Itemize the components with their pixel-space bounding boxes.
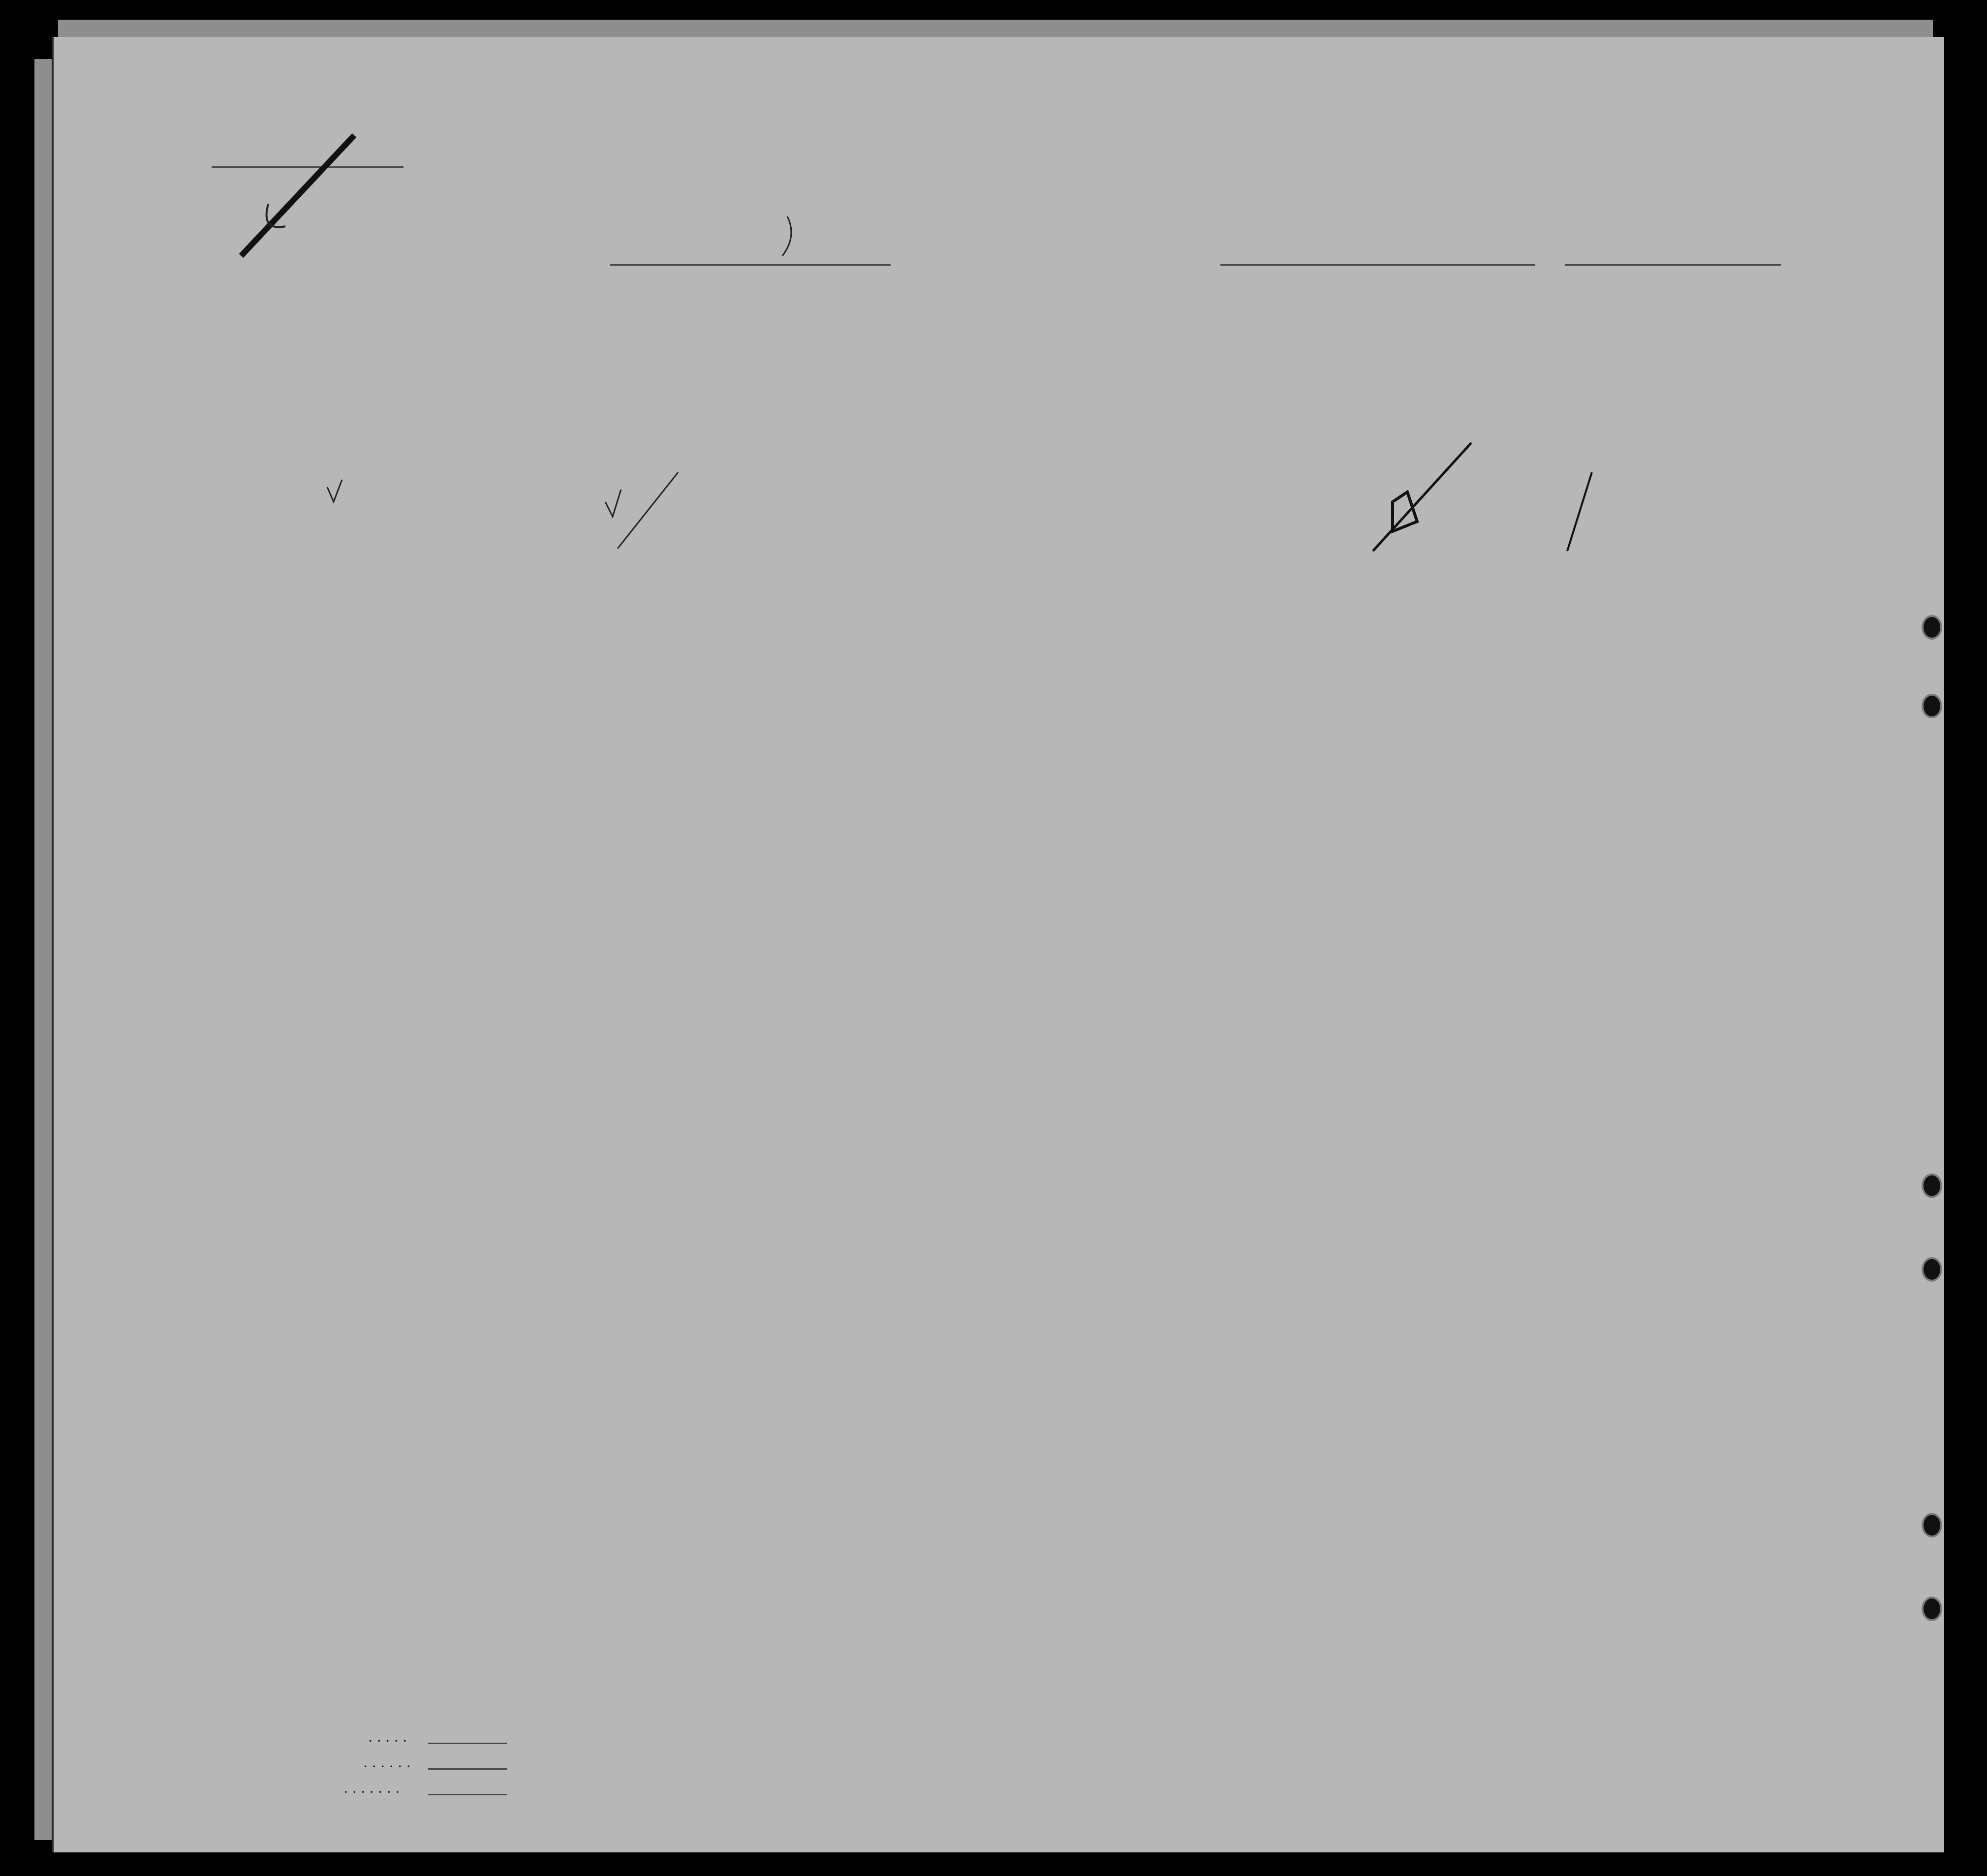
aliens-dots: ....... <box>344 1783 405 1795</box>
punch-hole <box>1922 1173 1942 1198</box>
total-passengers-dots: ..... <box>369 1732 412 1744</box>
punch-hole <box>1922 1597 1942 1621</box>
us-citizens-dots: ...... <box>364 1757 416 1770</box>
total-passengers-line <box>428 1743 507 1744</box>
punch-hole <box>1922 615 1942 640</box>
us-citizens-line <box>428 1768 507 1770</box>
punch-hole <box>1922 694 1942 718</box>
punch-hole <box>1922 1257 1942 1282</box>
aliens-line <box>428 1794 507 1795</box>
punch-hole <box>1922 1513 1942 1538</box>
